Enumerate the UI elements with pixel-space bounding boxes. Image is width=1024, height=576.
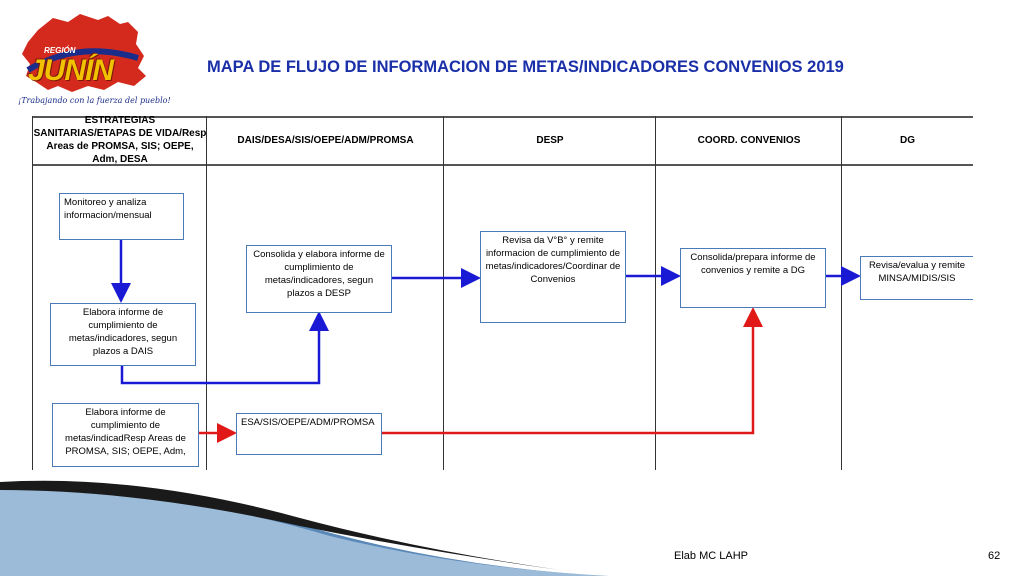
node-revisa: Revisa da V°B° y remite informacion de cumplimiento de metas/indicadores/Coordinar de Convenios bbox=[480, 231, 626, 323]
node-monitoreo: Monitoreo y analiza informacion/mensual bbox=[59, 193, 184, 240]
node-elabora-dais: Elabora informe de cumplimiento de metas/indicadores, segun plazos a DAIS bbox=[50, 303, 196, 366]
logo-slogan: ¡Trabajando con la fuerza del pueblo! bbox=[18, 96, 171, 105]
lane-header-dais: DAIS/DESA/SIS/OEPE/ADM/PROMSA bbox=[237, 134, 414, 146]
node-consolida-desp: Consolida y elabora informe de cumplimiento de metas/indicadores, segun plazos a DESP bbox=[246, 245, 392, 313]
node-consolida-dg: Consolida/prepara informe de convenios y remite a DG bbox=[680, 248, 826, 308]
node-elabora-resp: Elabora informe de cumplimiento de metas/indicadResp Areas de PROMSA, SIS; OEPE, Adm, bbox=[52, 403, 199, 467]
logo-name: JUNÍN bbox=[28, 54, 114, 87]
footer-author: Elab MC LAHP bbox=[674, 550, 748, 562]
node-revisa-dg: Revisa/evalua y remite MINSA/MIDIS/SIS bbox=[860, 256, 973, 300]
lane-header-desp: DESP bbox=[536, 134, 564, 146]
node-esa: ESA/SIS/OEPE/ADM/PROMSA bbox=[236, 413, 382, 455]
lane-header-estrategias: ESTRATEGIAS SANITARIAS/ETAPAS DE VIDA/Resp Areas de PROMSA, SIS; OEPE, Adm, DESA bbox=[33, 115, 207, 165]
page-number: 62 bbox=[988, 550, 1001, 562]
page-title: MAPA DE FLUJO DE INFORMACION DE METAS/INDICADORES CONVENIOS 2019 bbox=[207, 58, 844, 76]
lane-header-coord-convenios: COORD. CONVENIOS bbox=[697, 134, 801, 146]
arrow-esa-to-coord bbox=[382, 312, 753, 433]
decorative-swoosh bbox=[0, 470, 620, 576]
lane-header-dg: DG bbox=[900, 134, 915, 146]
logo-region-label: REGIÓN bbox=[44, 46, 76, 55]
